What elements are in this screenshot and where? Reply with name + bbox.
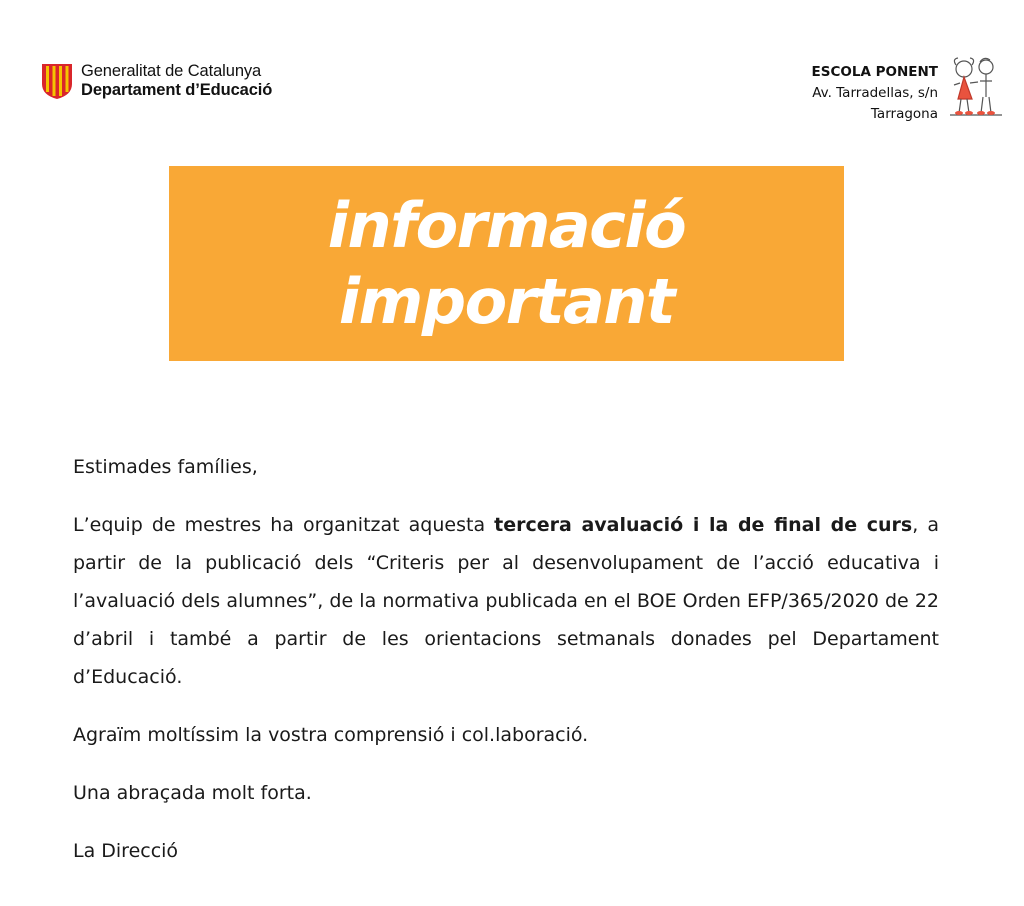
main-paragraph-highlight: tercera avaluació i la de final de curs [494,514,913,536]
thanks-line: Agraïm moltíssim la vostra comprensió i col.laboració. [73,724,589,746]
main-paragraph-intro: L’equip de mestres ha organitzat aquesta [73,514,495,536]
department-name: Departament d’Educació [81,81,273,99]
important-info-banner [169,166,844,361]
closing-line: Una abraçada molt forta. [73,782,312,804]
generalitat-logo-icon [40,62,74,100]
signature: La Direcció [73,840,179,862]
banner-line-1: informació [327,188,686,262]
letter-body [73,448,939,870]
institution-header [40,62,272,100]
main-paragraph-rest: , a partir de la publicació dels “Criteris per al desenvolupament de l’acció educativa i l’avaluació dels alumnes”, de la normativa publicada en el BOE Orden EFP/365/2020 de 22 d’abril i també a partir de les orientacions setmanals donades pel Departament d’Educació. [73,514,939,688]
greeting: Estimades famílies, [73,456,258,478]
school-name: ESCOLA PONENT [811,64,938,80]
school-address: Av. Tarradellas, s/n [812,85,938,101]
school-info [812,62,938,125]
school-city: Tarragona [870,106,938,122]
children-drawing-icon [946,55,1006,119]
institution-name: Generalitat de Catalunya [81,62,262,80]
main-paragraph [73,506,939,696]
banner-line-2: important [338,264,675,338]
